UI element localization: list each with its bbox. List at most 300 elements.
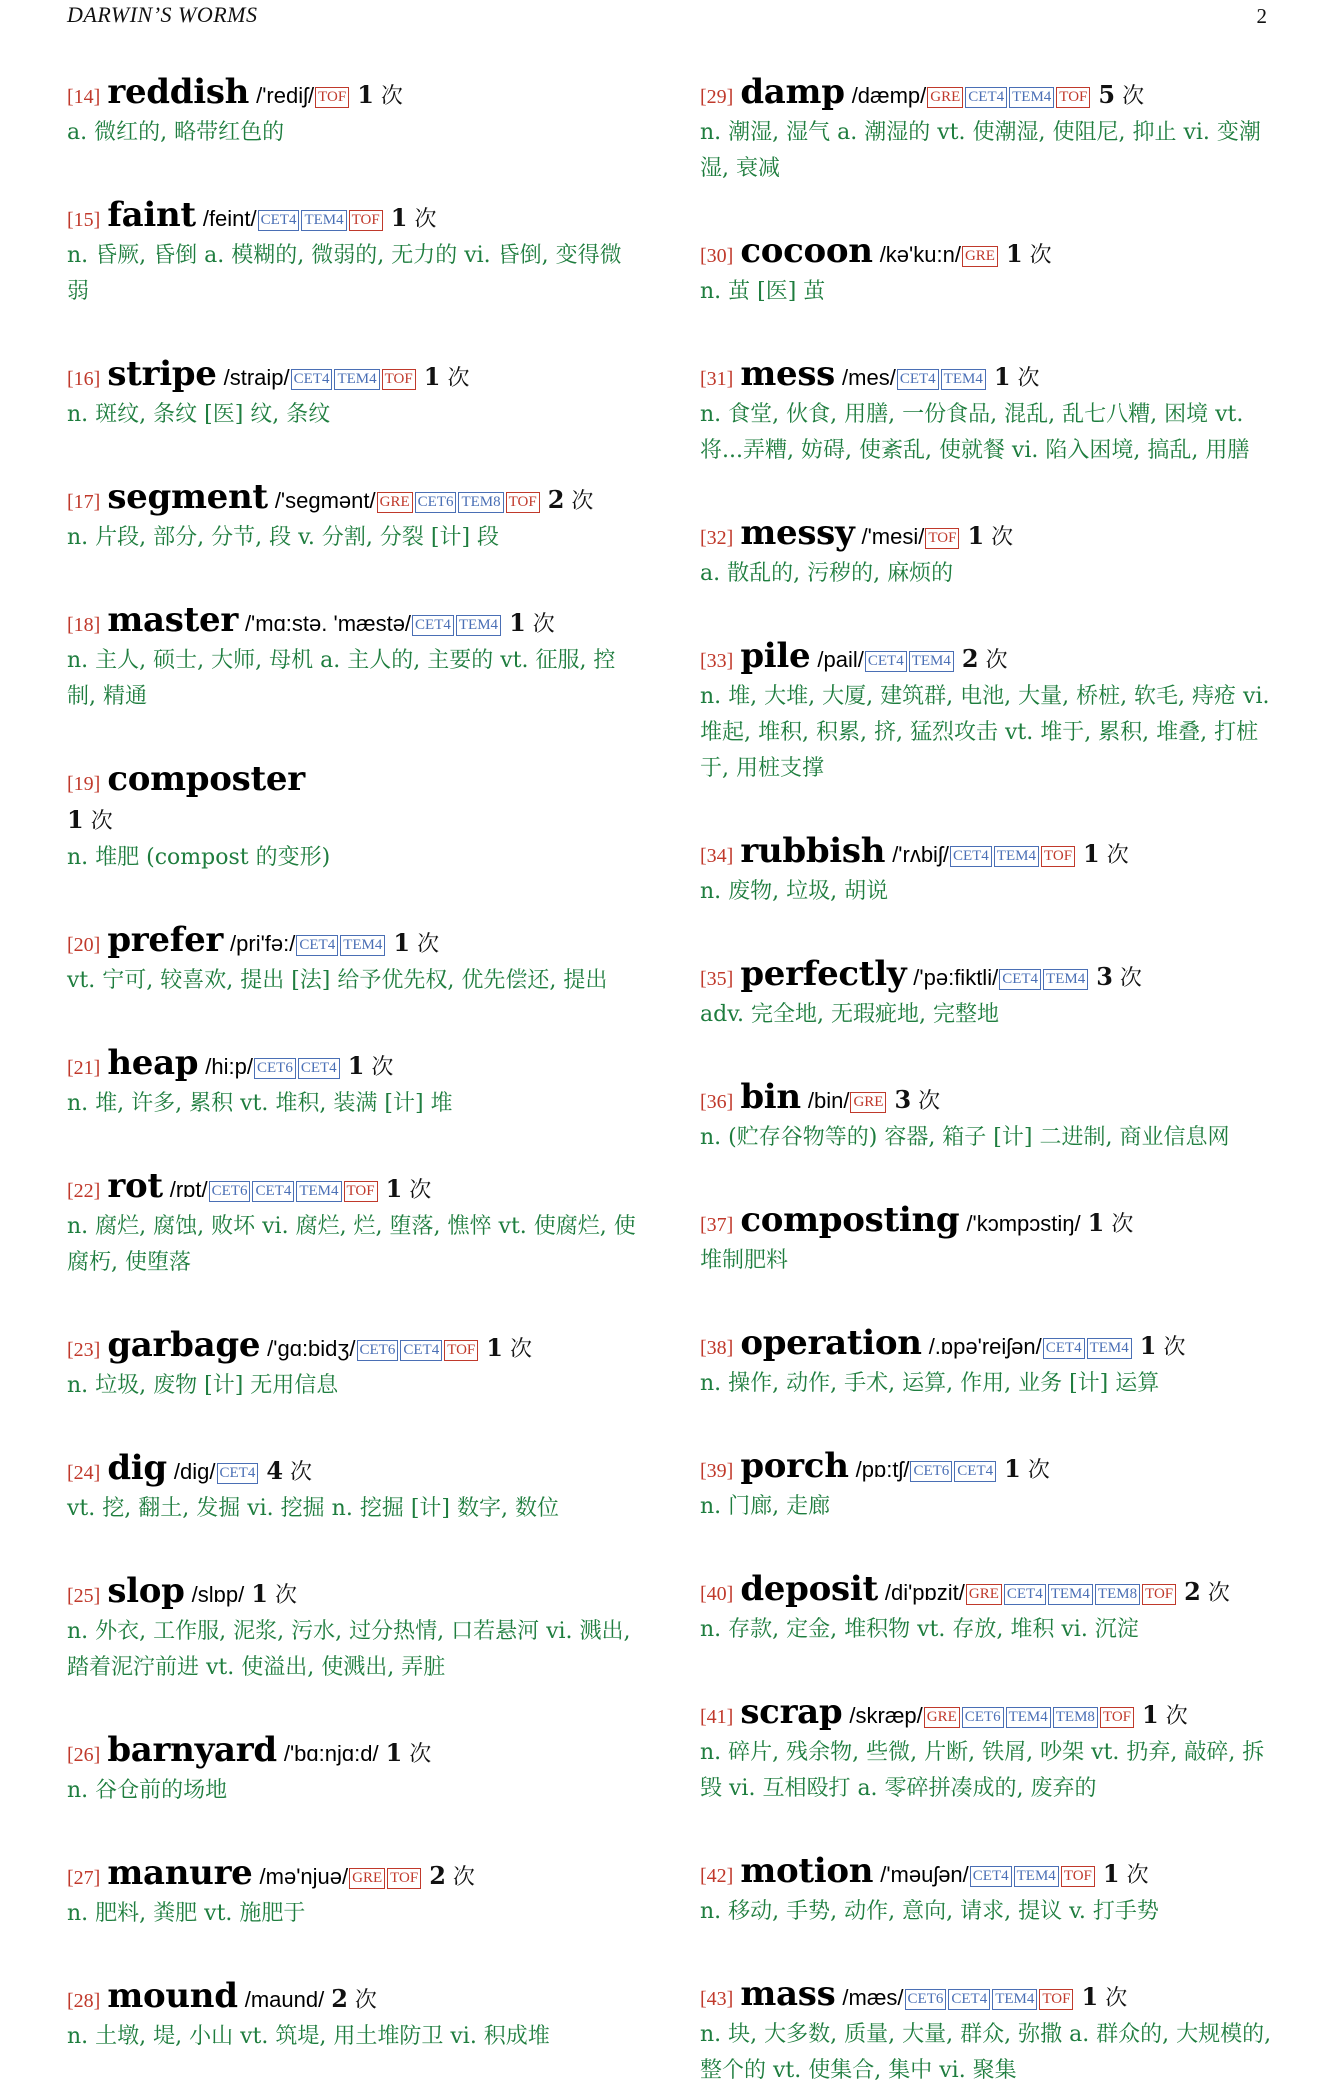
frequency-number: 3 [894, 1085, 912, 1114]
dictionary-entry [67, 602, 642, 715]
frequency-count [547, 485, 594, 514]
definition-text: n. 操作, 动作, 手术, 运算, 作用, 业务 [计] 运算 [700, 1371, 1160, 1396]
dictionary-entry [67, 356, 642, 433]
dictionary-entry [700, 1325, 1275, 1402]
entry-headline [67, 922, 642, 963]
entry-index: [31] [700, 368, 734, 390]
frequency-count [1139, 1331, 1186, 1360]
entry-index: [29] [700, 86, 734, 108]
frequency-number: 1 [509, 608, 526, 637]
dictionary-entry [700, 233, 1275, 310]
dictionary-entry [700, 1202, 1275, 1279]
exam-tag-badge: TOF [344, 1181, 378, 1202]
phonetic: /pɒ:tʃ/ [855, 1457, 910, 1482]
headword: stripe [107, 354, 217, 394]
exam-tag-badge: TEM4 [334, 369, 379, 390]
entry-index: [27] [67, 1867, 101, 1889]
frequency-unit: 次 [1163, 1335, 1186, 1360]
entry-headline [700, 233, 1275, 274]
headword: cocoon [740, 231, 873, 271]
exam-tag-badge: CET6 [254, 1058, 296, 1079]
frequency-count [251, 1579, 297, 1608]
exam-tag-badge: TOF [1041, 846, 1075, 867]
headword: segment [107, 477, 268, 517]
exam-tag-badge: GRE [349, 1868, 385, 1889]
dictionary-entry [700, 74, 1275, 187]
frequency-unit: 次 [274, 1583, 297, 1608]
headword: prefer [107, 920, 224, 960]
frequency-count [486, 1333, 532, 1362]
exam-tag-badge: TEM4 [1014, 1866, 1059, 1887]
definition-text: n. 潮湿, 湿气 a. 潮湿的 vt. 使潮湿, 使阻尼, 抑止 vi. 变潮湿, 衰减 [700, 120, 1261, 181]
headword: mass [740, 1974, 836, 2014]
headword: mess [740, 354, 836, 394]
frequency-number: 4 [266, 1456, 284, 1485]
frequency-number: 1 [385, 1738, 403, 1767]
frequency-unit: 次 [452, 1865, 475, 1890]
entry-index: [33] [700, 650, 734, 672]
frequency-count [266, 1456, 313, 1485]
entry-index: [22] [67, 1180, 101, 1202]
entry-headline [67, 761, 642, 840]
phonetic: /'mɑ:stə. 'mæstə/ [244, 611, 412, 636]
definition-text: n. 片段, 部分, 分节, 段 v. 分割, 分裂 [计] 段 [67, 525, 500, 550]
frequency-count [423, 362, 470, 391]
definition-text: n. 堆肥 (compost 的变形) [67, 845, 331, 870]
entry-headline [67, 74, 642, 115]
definition-text: 堆制肥料 [700, 1248, 789, 1273]
exam-tag-badge: GRE [924, 1707, 960, 1728]
frequency-count [385, 1174, 432, 1203]
headword: composting [740, 1200, 960, 1240]
phonetic: /'rʌbiʃ/ [892, 842, 949, 867]
exam-tag-badge: TOF [444, 1340, 478, 1361]
dictionary-entry [67, 1168, 642, 1281]
phonetic: /dig/ [173, 1459, 216, 1484]
dictionary-entry [700, 956, 1275, 1033]
exam-tag-badge: TEM4 [296, 1181, 341, 1202]
definition-text: adv. 完全地, 无瑕疵地, 完整地 [700, 1002, 999, 1027]
entry-headline [700, 1694, 1275, 1735]
frequency-unit: 次 [414, 207, 437, 232]
exam-tag-badge: TEM4 [301, 210, 346, 231]
phonetic: /'rediʃ/ [256, 83, 315, 108]
exam-tag-badge: TEM4 [340, 935, 385, 956]
exam-tag-badge: CET4 [252, 1181, 294, 1202]
frequency-count [967, 521, 1014, 550]
phonetic: /di'pɒzit/ [884, 1580, 965, 1605]
exam-tag-badge: CET4 [412, 615, 454, 636]
frequency-count [1087, 1208, 1134, 1237]
exam-tag-badge: TEM4 [456, 615, 501, 636]
exam-tag-badge: TEM4 [1009, 87, 1054, 108]
dictionary-entry [700, 1571, 1275, 1648]
entry-index: [38] [700, 1337, 734, 1359]
frequency-unit: 次 [1029, 243, 1052, 268]
exam-tag-badge: CET4 [965, 87, 1007, 108]
exam-tag-badge: GRE [850, 1092, 886, 1113]
definition-text: n. 昏厥, 昏倒 a. 模糊的, 微弱的, 无力的 vi. 昏倒, 变得微弱 [67, 243, 622, 304]
phonetic: /dæmp/ [851, 83, 927, 108]
exam-tag-badge: TEM4 [941, 369, 986, 390]
headword: barnyard [107, 1730, 277, 1770]
frequency-number: 2 [429, 1861, 446, 1890]
entry-headline [67, 602, 642, 643]
dictionary-entry [700, 356, 1275, 469]
frequency-number: 2 [961, 644, 979, 673]
frequency-number: 1 [393, 928, 411, 957]
exam-tag-badge: CET4 [1043, 1338, 1085, 1359]
frequency-count [1098, 80, 1145, 109]
frequency-unit: 次 [354, 1988, 377, 2013]
frequency-count [993, 362, 1040, 391]
entry-headline [67, 1168, 642, 1209]
entry-index: [28] [67, 1990, 101, 2012]
headword: master [107, 600, 238, 640]
frequency-unit: 次 [1119, 966, 1142, 991]
entry-index: [41] [700, 1706, 734, 1728]
phonetic: /slɒp/ [191, 1582, 245, 1607]
dictionary-entry [67, 479, 642, 556]
phonetic: /feint/ [202, 206, 257, 231]
dictionary-entry [700, 1853, 1275, 1930]
exam-tag-badge: TEM4 [1048, 1584, 1093, 1605]
entry-headline [700, 356, 1275, 397]
definition-text: n. 斑纹, 条纹 [医] 纹, 条纹 [67, 402, 331, 427]
frequency-unit: 次 [571, 489, 594, 514]
frequency-unit: 次 [1126, 1863, 1149, 1888]
exam-tag-badge: CET4 [1004, 1584, 1046, 1605]
exam-tag-badge: CET4 [291, 369, 333, 390]
dictionary-entry [700, 638, 1275, 787]
frequency-number: 1 [1005, 239, 1023, 268]
dictionary-entry [700, 1694, 1275, 1807]
frequency-count [385, 1738, 432, 1767]
definition-text: vt. 宁可, 较喜欢, 提出 [法] 给予优先权, 优先偿还, 提出 [67, 968, 608, 993]
definition-text: n. 食堂, 伙食, 用膳, 一份食品, 混乱, 乱七八糟, 困境 vt. 将...弄糟, 妨碍, 使紊乱, 使就餐 vi. 陷入困境, 搞乱, 用膳 [700, 402, 1250, 463]
entry-headline [67, 479, 642, 520]
entry-headline [67, 1978, 642, 2019]
entry-headline [67, 1855, 642, 1896]
frequency-count [894, 1085, 941, 1114]
frequency-count [1142, 1700, 1188, 1729]
entry-headline [700, 833, 1275, 874]
phonetic: /hi:p/ [205, 1054, 253, 1079]
headword: reddish [107, 72, 250, 112]
frequency-count [1096, 962, 1142, 991]
entry-index: [40] [700, 1583, 734, 1605]
frequency-count [1102, 1859, 1149, 1888]
phonetic: /bin/ [807, 1088, 850, 1113]
frequency-number: 1 [347, 1051, 365, 1080]
entry-headline [700, 1571, 1275, 1612]
exam-tag-badge: TEM4 [1087, 1338, 1132, 1359]
exam-tag-badge: TOF [1056, 87, 1090, 108]
exam-tag-badge: TEM8 [1095, 1584, 1140, 1605]
frequency-unit: 次 [1165, 1704, 1188, 1729]
exam-tag-badge: CET4 [298, 1058, 340, 1079]
headword: dig [107, 1448, 167, 1488]
definition-text: n. (贮存谷物等的) 容器, 箱子 [计] 二进制, 商业信息网 [700, 1125, 1230, 1150]
headword: rot [107, 1166, 163, 1206]
frequency-unit: 次 [1105, 1986, 1128, 2011]
dictionary-entry [67, 1855, 642, 1932]
frequency-number: 1 [1081, 1982, 1099, 2011]
frequency-unit: 次 [1017, 366, 1040, 391]
frequency-number: 1 [67, 805, 84, 834]
headword: messy [740, 513, 855, 553]
entry-index: [24] [67, 1462, 101, 1484]
entry-headline [700, 74, 1275, 115]
headword: deposit [740, 1569, 878, 1609]
frequency-number: 2 [1184, 1577, 1201, 1606]
frequency-unit: 次 [985, 648, 1008, 673]
exam-tag-badge: TEM4 [1006, 1707, 1051, 1728]
phonetic: /'pə:fiktli/ [913, 965, 999, 990]
entry-headline [700, 515, 1275, 556]
phonetic: /straip/ [223, 365, 290, 390]
headword: motion [740, 1851, 874, 1891]
dictionary-entry [700, 1079, 1275, 1156]
dictionary-entry [67, 1327, 642, 1404]
exam-tag-badge: CET6 [910, 1461, 952, 1482]
exam-tag-badge: CET6 [357, 1340, 399, 1361]
frequency-number: 1 [993, 362, 1011, 391]
headword: manure [107, 1853, 253, 1893]
frequency-unit: 次 [509, 1337, 532, 1362]
exam-tag-badge: CET6 [209, 1181, 251, 1202]
exam-tag-badge: GRE [962, 246, 998, 267]
phonetic: /skræp/ [849, 1703, 923, 1728]
exam-tag-badge: CET4 [950, 846, 992, 867]
definition-text: n. 腐烂, 腐蚀, 败坏 vi. 腐烂, 烂, 堕落, 憔悴 vt. 使腐烂, 使腐朽, 使堕落 [67, 1214, 636, 1275]
frequency-number: 1 [1102, 1859, 1120, 1888]
frequency-number: 2 [547, 485, 565, 514]
entry-headline [700, 1079, 1275, 1120]
exam-tag-badge: GRE [927, 87, 963, 108]
frequency-number: 1 [1083, 839, 1100, 868]
frequency-unit: 次 [1106, 843, 1129, 868]
phonetic: /'mesi/ [861, 524, 925, 549]
frequency-count [347, 1051, 394, 1080]
entry-headline [67, 356, 642, 397]
frequency-unit: 次 [447, 366, 470, 391]
entry-headline [700, 1976, 1275, 2017]
dictionary-entry [67, 761, 642, 876]
entry-index: [18] [67, 614, 101, 636]
dictionary-entry [700, 1976, 1275, 2089]
frequency-count [1081, 1982, 1128, 2011]
phonetic: /kə'ku:n/ [879, 242, 961, 267]
phonetic: /mæs/ [842, 1985, 904, 2010]
dictionary-entry [67, 74, 642, 151]
definition-text: n. 肥料, 粪肥 vt. 施肥于 [67, 1901, 306, 1926]
entry-index: [37] [700, 1214, 734, 1236]
definition-text: n. 茧 [医] 茧 [700, 279, 826, 304]
headword: bin [740, 1077, 801, 1117]
exam-tag-badge: TEM8 [1053, 1707, 1098, 1728]
entry-index: [25] [67, 1585, 101, 1607]
phonetic: /pri'fə:/ [230, 931, 296, 956]
entry-index: [30] [700, 245, 734, 267]
frequency-unit: 次 [1207, 1581, 1230, 1606]
entry-index: [21] [67, 1057, 101, 1079]
frequency-count [429, 1861, 475, 1890]
frequency-unit: 次 [290, 1460, 313, 1485]
frequency-number: 1 [1087, 1208, 1105, 1237]
dictionary-entry [67, 1045, 642, 1122]
dictionary-entry [67, 922, 642, 999]
definition-text: n. 门廊, 走廊 [700, 1494, 831, 1519]
frequency-count [1004, 1454, 1050, 1483]
frequency-count [961, 644, 1008, 673]
frequency-number: 1 [967, 521, 985, 550]
dictionary-entry [67, 1450, 642, 1527]
exam-tag-badge: CET4 [897, 369, 939, 390]
entry-headline [67, 1450, 642, 1491]
exam-tag-badge: CET6 [415, 492, 457, 513]
entry-index: [14] [67, 86, 101, 108]
definition-text: n. 垃圾, 废物 [计] 无用信息 [67, 1373, 339, 1398]
exam-tag-badge: TOF [382, 369, 416, 390]
frequency-count [357, 80, 403, 109]
entry-index: [26] [67, 1744, 101, 1766]
entry-headline [700, 638, 1275, 679]
dictionary-entry [700, 833, 1275, 910]
frequency-count [331, 1984, 377, 2013]
frequency-unit: 次 [532, 612, 555, 637]
entry-headline [67, 1732, 642, 1773]
definition-text: n. 碎片, 残余物, 些微, 片断, 铁屑, 吵架 vt. 扔弃, 敲碎, 拆毁 vi. 互相殴打 a. 零碎拼凑成的, 废弃的 [700, 1740, 1265, 1801]
phonetic: /'kɔmpɔstiŋ/ [966, 1211, 1081, 1236]
exam-tag-badge: CET4 [970, 1866, 1012, 1887]
headword: faint [107, 195, 196, 235]
frequency-number: 1 [385, 1174, 403, 1203]
exam-tag-badge: CET4 [400, 1340, 442, 1361]
definition-text: n. 堆, 许多, 累积 vt. 堆积, 装满 [计] 堆 [67, 1091, 453, 1116]
phonetic: /'bɑ:njɑ:d/ [283, 1741, 379, 1766]
entry-headline [700, 956, 1275, 997]
entry-index: [36] [700, 1091, 734, 1113]
headword: heap [107, 1043, 199, 1083]
exam-tag-badge: TOF [506, 492, 540, 513]
dictionary-entry [67, 1732, 642, 1809]
frequency-unit: 次 [1111, 1212, 1134, 1237]
frequency-number: 3 [1096, 962, 1113, 991]
frequency-number: 5 [1098, 80, 1116, 109]
frequency-unit: 次 [991, 525, 1014, 550]
definition-text: n. 主人, 硕士, 大师, 母机 a. 主人的, 主要的 vt. 征服, 控制, 精通 [67, 648, 616, 709]
exam-tag-badge: CET4 [954, 1461, 996, 1482]
frequency-number: 1 [1142, 1700, 1159, 1729]
exam-tag-badge: TOF [349, 210, 383, 231]
frequency-count [67, 805, 113, 834]
headword: pile [740, 636, 811, 676]
phonetic: /mə'njuə/ [259, 1864, 349, 1889]
definition-text: n. 谷仓前的场地 [67, 1778, 228, 1803]
definition-text: a. 散乱的, 污秽的, 麻烦的 [700, 561, 954, 586]
entry-index: [23] [67, 1339, 101, 1361]
entry-index: [19] [67, 773, 101, 795]
entry-headline [700, 1325, 1275, 1366]
phonetic: /'segmənt/ [274, 488, 376, 513]
phonetic: /maund/ [244, 1987, 325, 2012]
headword: scrap [740, 1692, 843, 1732]
frequency-unit: 次 [90, 809, 113, 834]
exam-tag-badge: CET4 [948, 1989, 990, 2010]
page-number: 2 [1256, 4, 1267, 28]
exam-tag-badge: TEM4 [992, 1989, 1037, 2010]
frequency-count [1184, 1577, 1230, 1606]
frequency-unit: 次 [1027, 1458, 1050, 1483]
frequency-count [393, 928, 440, 957]
definition-text: n. 堆, 大堆, 大厦, 建筑群, 电池, 大量, 桥桩, 软毛, 痔疮 vi. 堆起, 堆积, 积累, 挤, 猛烈攻击 vt. 堆于, 累积, 堆叠, 打桩于, 用桩支撑 [700, 684, 1270, 781]
right-column [700, 74, 1275, 2089]
exam-tag-badge: CET6 [905, 1989, 947, 2010]
running-head: DARWIN’S WORMS [67, 2, 258, 27]
entry-index: [16] [67, 368, 101, 390]
frequency-number: 1 [251, 1579, 268, 1608]
headword: operation [740, 1323, 922, 1363]
entry-headline [67, 197, 642, 238]
headword: porch [740, 1446, 849, 1486]
frequency-count [1005, 239, 1052, 268]
frequency-number: 1 [486, 1333, 503, 1362]
exam-tag-badge: TOF [1039, 1989, 1073, 2010]
phonetic: /'məuʃən/ [880, 1862, 969, 1887]
entry-index: [20] [67, 934, 101, 956]
entry-index: [43] [700, 1988, 734, 2010]
frequency-number: 1 [390, 203, 408, 232]
dictionary-entry [67, 197, 642, 310]
exam-tag-badge: TEM4 [1043, 969, 1088, 990]
headword: mound [107, 1976, 238, 2016]
headword: rubbish [740, 831, 886, 871]
exam-tag-badge: TEM4 [909, 651, 954, 672]
exam-tag-badge: CET4 [296, 935, 338, 956]
frequency-unit: 次 [918, 1089, 941, 1114]
entry-headline [700, 1448, 1275, 1489]
dictionary-entry [67, 1978, 642, 2055]
definition-text: n. 废物, 垃圾, 胡说 [700, 879, 889, 904]
exam-tag-badge: CET4 [999, 969, 1041, 990]
entry-index: [42] [700, 1865, 734, 1887]
exam-tag-badge: CET6 [962, 1707, 1004, 1728]
entry-index: [35] [700, 968, 734, 990]
entry-index: [32] [700, 527, 734, 549]
dictionary-entry [700, 1448, 1275, 1525]
definition-text: n. 外衣, 工作服, 泥浆, 污水, 过分热情, 口若悬河 vi. 溅出, 踏着泥泞前进 vt. 使溢出, 使溅出, 弄脏 [67, 1619, 631, 1680]
exam-tag-badge: CET4 [865, 651, 907, 672]
frequency-unit: 次 [409, 1742, 432, 1767]
definition-text: n. 土墩, 堤, 小山 vt. 筑堤, 用土堆防卫 vi. 积成堆 [67, 2024, 550, 2049]
exam-tag-badge: GRE [377, 492, 413, 513]
definition-text: n. 块, 大多数, 质量, 大量, 群众, 弥撒 a. 群众的, 大规模的, 整个的 vt. 使集合, 集中 vi. 聚集 [700, 2022, 1272, 2083]
phonetic: /rɒt/ [169, 1177, 208, 1202]
entry-index: [39] [700, 1460, 734, 1482]
dictionary-entry [67, 1573, 642, 1686]
frequency-unit: 次 [371, 1055, 394, 1080]
frequency-unit: 次 [417, 932, 440, 957]
headword: composter [107, 759, 305, 799]
dictionary-entry [700, 515, 1275, 592]
frequency-number: 1 [357, 80, 374, 109]
exam-tag-badge: TOF [1061, 1866, 1095, 1887]
entry-headline [700, 1853, 1275, 1894]
exam-tag-badge: CET4 [217, 1463, 259, 1484]
entry-index: [17] [67, 491, 101, 513]
left-column [67, 74, 642, 2055]
